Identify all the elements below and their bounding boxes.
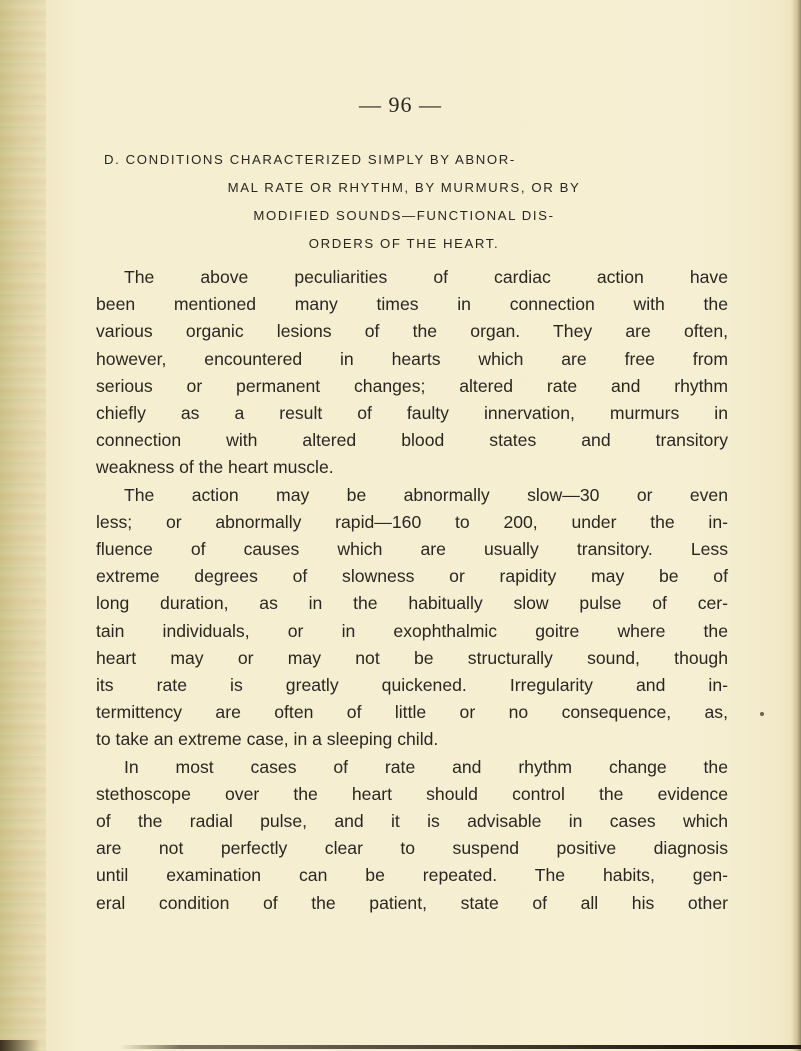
paragraph-2 (96, 482, 728, 754)
text-line: to take an extreme case, in a sleeping child. (96, 729, 439, 750)
text-line: however, encountered in hearts which are free from (96, 348, 728, 369)
page-left-edge-stain (0, 0, 46, 1051)
text-line: weakness of the heart muscle. (96, 457, 334, 478)
page-bottom-edge (120, 1045, 801, 1049)
text-line: various organic lesions of the organ. They are often, (96, 321, 728, 342)
text-line: extreme degrees of slowness or rapidity may be of (96, 566, 728, 587)
text-line: long duration, as in the habitually slow pulse of cer- (96, 593, 728, 614)
section-heading (96, 146, 726, 258)
text-line: fluence of causes which are usually transitory. Less (96, 539, 728, 560)
section-heading-line: D. CONDITIONS CHARACTERIZED SIMPLY BY ABNOR- (104, 152, 516, 167)
text-line: The action may be abnormally slow—30 or even (124, 484, 728, 505)
text-line: heart may or may not be structurally sound, though (96, 647, 728, 668)
text-line: connection with altered blood states and transitory (96, 430, 728, 451)
ink-speck (760, 712, 764, 716)
text-line: chiefly as a result of faulty innervation, murmurs in (96, 403, 728, 424)
text-line: eral condition of the patient, state of all his other (96, 892, 728, 913)
section-heading-line: ORDERS OF THE HEART. (308, 236, 500, 251)
text-line: are not perfectly clear to suspend positive diagnosis (96, 838, 728, 859)
text-line: its rate is greatly quickened. Irregularity and in- (96, 675, 728, 696)
text-line: less; or abnormally rapid—160 to 200, under the in- (96, 511, 728, 532)
text-line: of the radial pulse, and it is advisable in cases which (96, 811, 728, 832)
body-text (96, 264, 728, 917)
section-heading-line: MAL RATE OR RHYTHM, BY MURMURS, OR BY (227, 180, 581, 195)
text-line: serious or permanent changes; altered rate and rhythm (96, 375, 728, 396)
paragraph-1 (96, 264, 728, 482)
text-line: until examination can be repeated. The habits, gen- (96, 865, 728, 886)
text-line: been mentioned many times in connection with the (96, 294, 728, 315)
text-line: tain individuals, or in exophthalmic goitre where the (96, 620, 728, 641)
page-corner-shadow (0, 1040, 40, 1051)
text-line: stethoscope over the heart should control the evidence (96, 783, 728, 804)
paragraph-3 (96, 754, 728, 917)
page-right-edge-shadow (791, 0, 801, 1051)
page-number: — 96 — (359, 92, 442, 117)
section-heading-line: MODIFIED SOUNDS—FUNCTIONAL DIS- (253, 208, 555, 223)
text-line: In most cases of rate and rhythm change the (124, 756, 728, 777)
text-line: The above peculiarities of cardiac action have (124, 267, 728, 287)
text-line: termittency are often of little or no consequence, as, (96, 702, 728, 723)
